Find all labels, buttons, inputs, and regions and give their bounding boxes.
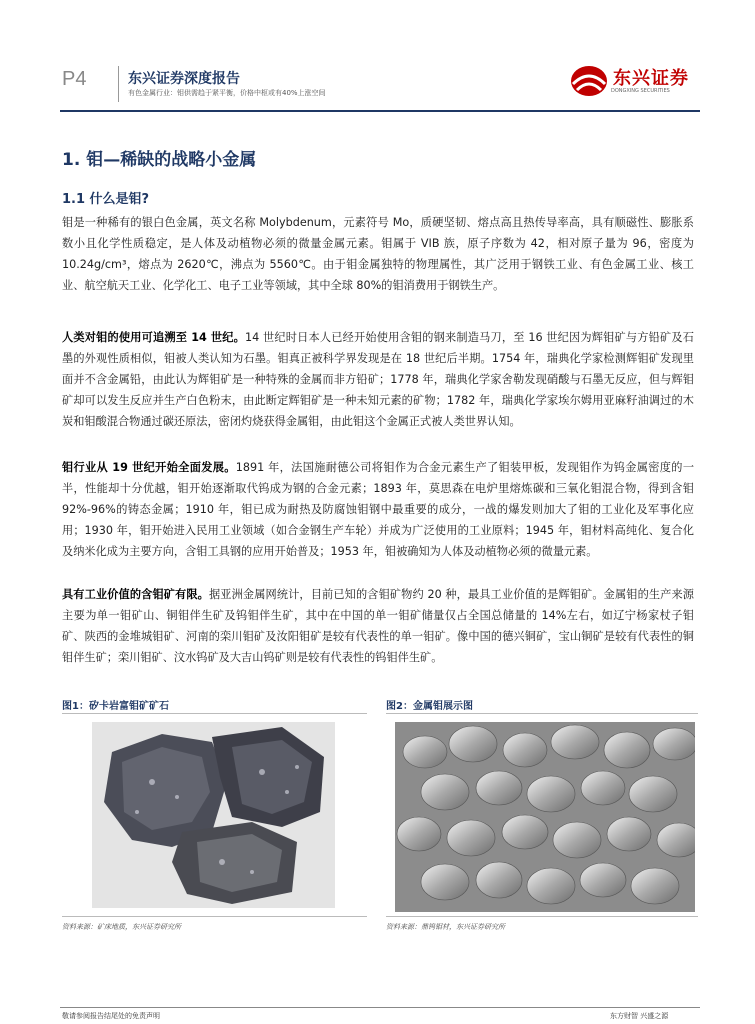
paragraph-ore xyxy=(62,584,694,668)
paragraph-history xyxy=(62,327,694,432)
paragraph-industry-body: 1891 年，法国施耐德公司将钼作为合金元素生产了钼装甲板，发现钼作为钨金属密度的一半，性能却十分优越，钼开始逐渐取代钨成为钢的合金元素；1893 年，莫思森在电炉里熔炼碳和三氧化钼混合物，得到含钼 92%-96%的铸态金属；1910 年，钼已成为耐热及防腐蚀钼钢中最重要的成分，一战的爆发则加大了钼的工业化及军事化应用；1930 年，钼开始进入民用工业领域（如合金钢生产车轮）并成为广泛使用的工业原料；1945 年，钼材料高纯化、复合化及纳米化成为主要方向，含钼工具钢的应用开始普及；1953 年，钼被确知为人体及动植物必须的微量元素。 xyxy=(62,461,695,558)
section-heading: 1. 钼—稀缺的战略小金属 xyxy=(62,150,257,170)
report-title: 东兴证券深度报告 xyxy=(128,71,240,87)
footer-slogan: 东方财智 兴盛之源 xyxy=(610,1012,669,1020)
figure-2-source: 资料来源：鼎钨钼材，东兴证券研究所 xyxy=(386,923,505,931)
paragraph-intro: 钼是一种稀有的银白色金属，英文名称 Molybdenum，元素符号 Mo，质硬坚韧、熔点高且热传导率高，具有顺磁性、膨胀系数小且化学性质稳定，是人体及动植物必须的微量金属元素。钼属于 VIB 族，原子序数为 42，相对原子量为 96，密度为 10.24g/cm³，熔点为 2620℃，沸点为 5560℃。由于钼金属独特的物理属性，其广泛用于钢铁工业、有色金属工业、核工业、航空航天工业、化学化工、电子工业等领域，其中全球 80%的钼消费用于钢铁生产。 xyxy=(62,216,694,292)
molybdenum-rods-illustration xyxy=(395,722,695,912)
paragraph-industry-lead: 钼行业从 19 世纪开始全面发展。 xyxy=(62,461,236,474)
figure-2-bottom-rule xyxy=(386,916,698,917)
paragraph-ore-body: 据亚洲金属网统计，目前已知的含钼矿物约 20 种，最具工业价值的是辉钼矿。金属钼的生产来源主要为单一钼矿山、铜钼伴生矿及钨钼伴生矿，其中在中国的单一钼矿储量仅占全国总储量的 14%左右，如辽宁杨家杖子钼矿、陕西的金堆城钼矿、河南的栾川钼矿及汝阳钼矿是较有代表性的单一钼矿。像中国的德兴铜矿，宝山铜矿是较有代表性的铜钼伴生矿；栾川钼矿、汶水钨矿及大吉山钨矿则是较有代表性的钨钼伴生矿。 xyxy=(62,588,694,664)
logo-mark-icon xyxy=(569,64,609,98)
paragraph-history-body: 14 世纪时日本人已经开始使用含钼的钢来制造马刀，至 16 世纪因为辉钼矿与方铅矿及石墨的外观性质相似，钼被人类认知为石墨。钼真正被科学界发现是在 18 世纪后半期。1754 年，瑞典化学家检测辉钼矿发现里面并不含金属铅，由此认为辉钼矿是一种特殊的金属而非方铅矿；1778 年，瑞典化学家舍勒发现硝酸与石墨无反应，但与辉钼矿却可以发生反应并生产白色粉末，由此断定辉钼矿是一种未知元素的矿物；1782 年，瑞典化学家埃尔姆用亚麻籽油调过的木炭和钼酸混合物通过碳还原法，密闭灼烧获得金属钼，由此钼这个金属正式被人类世界认知。 xyxy=(62,331,694,428)
figure-1-source: 资料来源：矿床地质，东兴证券研究所 xyxy=(62,923,181,931)
logo-name: 东兴证券 xyxy=(613,68,689,89)
paragraph-history-lead: 人类对钼的使用可追溯至 14 世纪。 xyxy=(62,331,245,344)
ore-rocks-illustration xyxy=(92,722,335,908)
figure-1-bottom-rule xyxy=(62,916,367,917)
figure-2-caption: 图2：金属钼展示图 xyxy=(386,701,473,712)
logo-english-name: DONGXING SECURITIES xyxy=(611,88,670,94)
report-subtitle: 有色金属行业：钼供需趋于紧平衡，价格中枢或有40%上涨空间 xyxy=(128,89,326,97)
figure-1-ore-image xyxy=(92,722,335,908)
figure-1-caption: 图1：矽卡岩富钼矿矿石 xyxy=(62,701,169,712)
figure-2-molybdenum-image xyxy=(395,722,695,912)
header-divider xyxy=(118,66,119,102)
header-rule xyxy=(60,110,700,112)
footer-rule xyxy=(60,1007,700,1008)
paragraph-industry xyxy=(62,457,694,562)
subsection-heading: 1.1 什么是钼? xyxy=(62,192,150,207)
paragraph-ore-lead: 具有工业价值的含钼矿有限。 xyxy=(62,588,209,601)
footer-disclaimer: 敬请参阅报告结尾处的免责声明 xyxy=(62,1012,160,1020)
figure-1-rule xyxy=(62,713,367,714)
figure-2-rule xyxy=(386,713,698,714)
page-number: P4 xyxy=(62,68,87,90)
company-logo xyxy=(567,62,697,102)
